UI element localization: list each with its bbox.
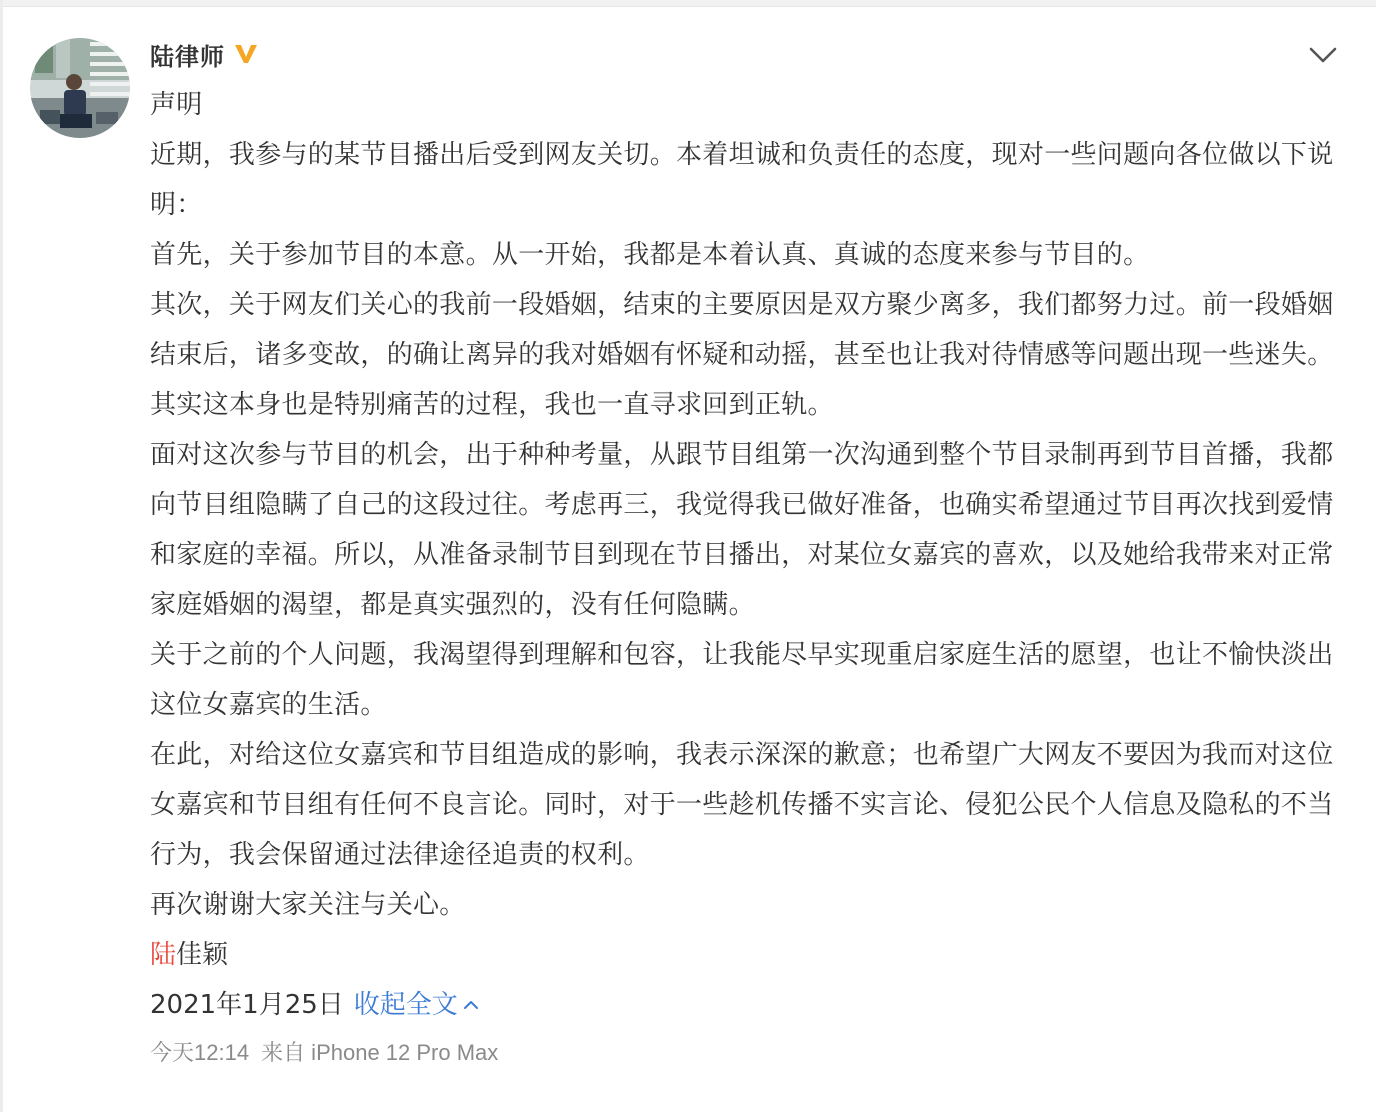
signature-highlight-char: 陆 [150,940,177,970]
avatar-photo [30,38,130,138]
post-source: 来自 iPhone 12 Pro Max [261,1040,499,1065]
post-signature [150,930,1340,980]
window-top-edge [0,0,1376,7]
author-name[interactable]: 陆律师 [150,42,225,71]
post-paragraph: 其次，关于网友们关心的我前一段婚姻，结束的主要原因是双方聚少离多，我们都努力过。前一段婚姻结束后，诸多变故，的确让离异的我对婚姻有怀疑和动摇，甚至也让我对待情感等问题出现一些迷失。其实这本身也是特别痛苦的过程，我也一直寻求回到正轨。 [150,290,1334,420]
window-left-edge [0,0,3,1112]
chevron-down-icon [1306,40,1340,70]
collapse-label: 收起全文 [353,990,458,1020]
post-paragraph: 近期，我参与的某节目播出后受到网友关切。本着坦诚和负责任的态度，现对一些问题向各位做以下说明： [150,140,1334,220]
post-paragraph: 关于之前的个人问题，我渴望得到理解和包容，让我能尽早实现重启家庭生活的愿望，也让不愉快淡出这位女嘉宾的生活。 [150,640,1334,720]
post-paragraph: 再次谢谢大家关注与关心。 [150,890,466,920]
collapse-full-text-link[interactable] [354,980,480,1030]
post-date: 2021年1月25日 [150,990,344,1020]
post-paragraph: 在此，对给这位女嘉宾和节目组造成的影响，我表示深深的歉意；也希望广大网友不要因为我而对这位女嘉宾和节目组有任何不良言论。同时，对于一些趁机传播不实言论、侵犯公民个人信息及隐私的不当行为，我会保留通过法律途径追责的权利。 [150,740,1334,870]
verified-v-icon [233,41,259,67]
post-meta [150,1036,498,1070]
caret-up-icon [462,996,480,1014]
signature-rest: 佳颖 [176,940,229,970]
post-time: 今天12:14 [150,1040,250,1065]
post-title: 声明 [150,90,203,120]
post-paragraph: 首先，关于参加节目的本意。从一开始，我都是本着认真、真诚的态度来参与节目的。 [150,240,1150,270]
post-date-row [150,980,1340,1030]
post-menu-button[interactable] [1306,40,1340,70]
author-name-row [150,36,259,72]
post-body [150,80,1340,1030]
post-paragraph: 面对这次参与节目的机会，出于种种考量，从跟节目组第一次沟通到整个节目录制再到节目首播，我都向节目组隐瞒了自己的这段过往。考虑再三，我觉得我已做好准备，也确实希望通过节目再次找到爱情和家庭的幸福。所以，从准备录制节目到现在节目播出，对某位女嘉宾的喜欢，以及她给我带来对正常家庭婚姻的渴望，都是真实强烈的，没有任何隐瞒。 [150,440,1334,620]
author-avatar[interactable] [30,38,130,138]
